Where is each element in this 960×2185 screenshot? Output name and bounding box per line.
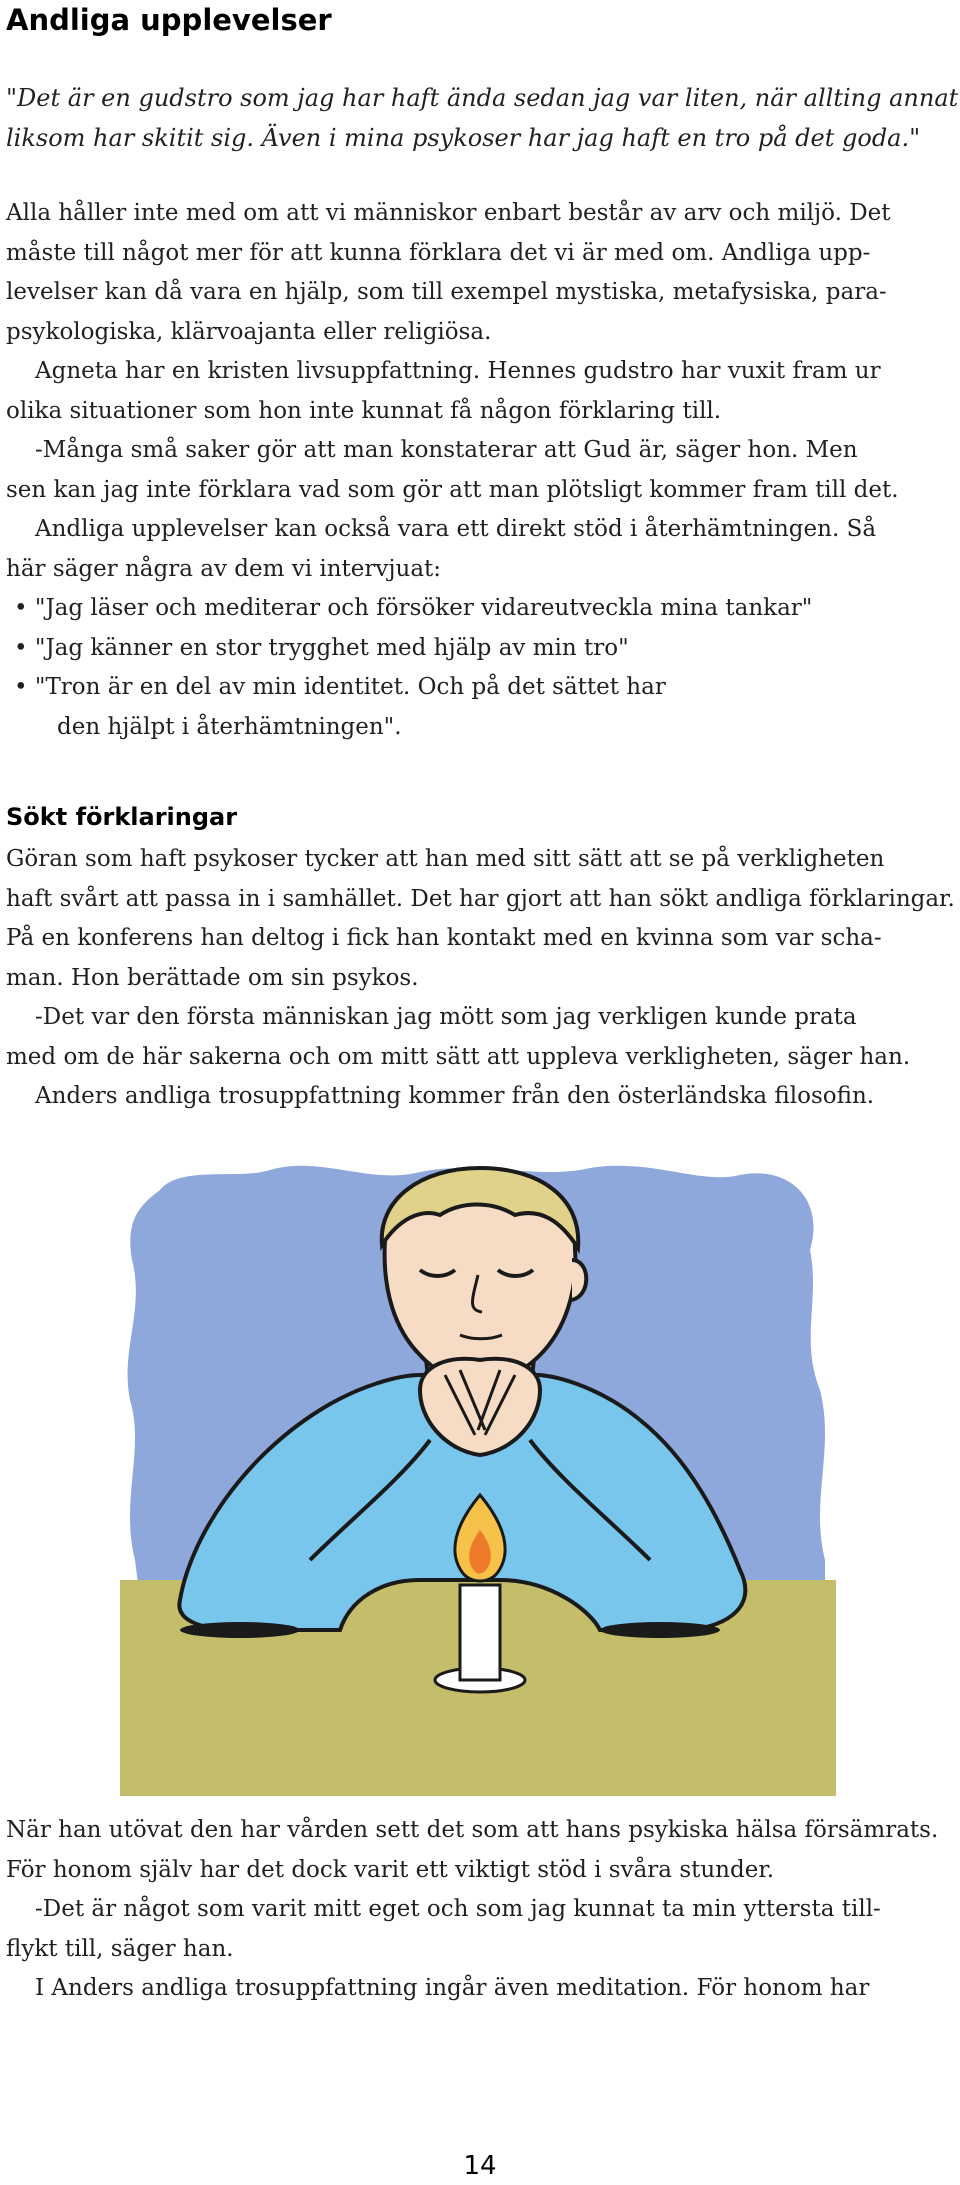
text-line: -Det är något som varit mitt eget och som jag kunnat ta min yttersta till- <box>35 1896 881 1922</box>
text-line: -Det var den första människan jag mött som jag verkligen kunde prata <box>35 1004 857 1030</box>
page-number: 14 <box>463 2151 497 2181</box>
elbow-shadow-left <box>180 1622 300 1638</box>
quote-bullet-list <box>6 589 958 747</box>
intro-quote <box>6 78 958 158</box>
page-heading: Andliga upplevelser <box>6 3 332 37</box>
text-line: I Anders andliga trosuppfattning ingår även meditation. För honom har <box>35 1975 870 2001</box>
text-line: levelser kan då vara en hjälp, som till exempel mystiska, metafysiska, para- <box>6 279 887 305</box>
text-line: Andliga upplevelser kan också vara ett direkt stöd i återhämtningen. Så <box>35 516 877 542</box>
body-section-1 <box>6 194 958 589</box>
text-line: psykologiska, klärvoajanta eller religiösa. <box>6 318 492 345</box>
text-line: Göran som haft psykoser tycker att han med sitt sätt att se på verkligheten <box>6 846 885 872</box>
text-line: man. Hon berättade om sin psykos. <box>6 964 419 991</box>
text-line: måste till något mer för att kunna förklara det vi är med om. Andliga upp- <box>6 239 871 266</box>
text-line: flykt till, säger han. <box>6 1935 234 1962</box>
body-section-3 <box>6 1811 958 2009</box>
text-line: med om de här sakerna och om mitt sätt att uppleva verkligheten, säger han. <box>6 1043 911 1070</box>
text-line: För honom själv har det dock varit ett viktigt stöd i svåra stunder. <box>6 1856 775 1883</box>
text-line: Agneta har en kristen livsuppfattning. Hennes gudstro har vuxit fram ur <box>35 358 881 384</box>
text-line: olika situationer som hon inte kunnat få någon förklaring till. <box>6 397 722 424</box>
elbow-shadow-right <box>600 1622 720 1638</box>
candle <box>460 1585 500 1680</box>
bullet-item: • "Jag känner en stor trygghet med hjälp av min tro" <box>14 634 629 661</box>
bullet-item: • "Jag läser och mediterar och försöker vidareutveckla mina tankar" <box>14 595 813 621</box>
text-line: -Många små saker gör att man konstaterar att Gud är, säger hon. Men <box>35 437 858 463</box>
body-section-2 <box>6 840 958 1117</box>
section-subheading: Sökt förklaringar <box>6 803 238 831</box>
bullet-item-continuation: den hjälpt i återhämtningen". <box>57 713 402 740</box>
text-line: sen kan jag inte förklara vad som gör att man plötsligt kommer fram till det. <box>6 476 899 503</box>
quote-line: "Det är en gudstro som jag har haft ända sedan jag var liten, när allting annat <box>6 84 959 112</box>
text-line: Alla håller inte med om att vi människor enbart består av arv och miljö. Det <box>6 200 891 226</box>
bullet-item: • "Tron är en del av min identitet. Och på det sättet har <box>14 674 666 700</box>
praying-man-illustration <box>120 1160 836 1796</box>
text-line: På en konferens han deltog i fick han kontakt med en kvinna som var scha- <box>6 925 882 951</box>
text-line: När han utövat den har vården sett det som att hans psykiska hälsa försämrats. <box>6 1817 939 1843</box>
text-line: Anders andliga trosuppfattning kommer från den österländska filosofin. <box>35 1083 875 1109</box>
text-line: här säger några av dem vi intervjuat: <box>6 555 442 582</box>
text-line: haft svårt att passa in i samhället. Det har gjort att han sökt andliga förklaringar. <box>6 885 955 912</box>
quote-line: liksom har skitit sig. Även i mina psykoser har jag haft en tro på det goda." <box>6 124 921 152</box>
